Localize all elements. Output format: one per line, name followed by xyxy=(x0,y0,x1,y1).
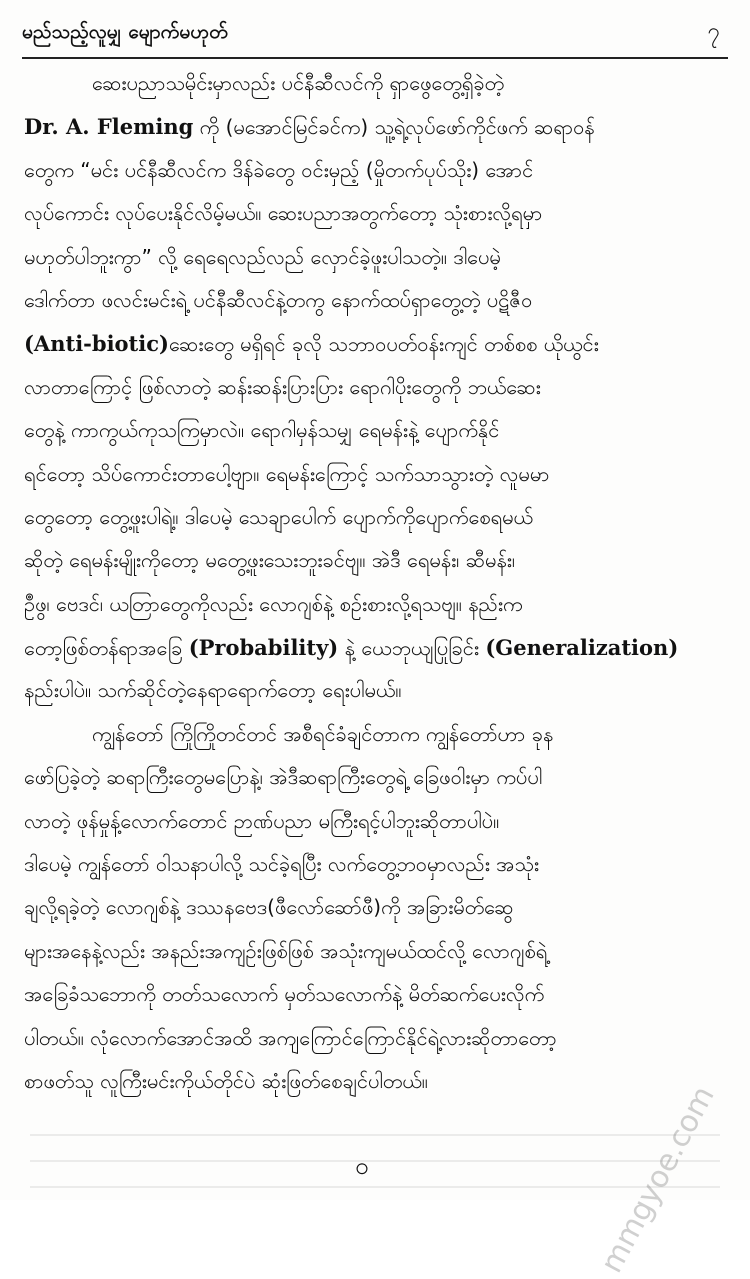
text-line xyxy=(24,1017,730,1060)
text-run: ဥဳဖွ၊ ဗေဒင်၊ ယတြာတွေကိုလည်း လောဂျစ်နဲ့ စဉ်းစားလို့ရသဗျ။ နည်းက xyxy=(24,591,523,616)
text-line xyxy=(24,756,730,799)
text-run: နည်းပါပဲ။ သက်ဆိုင်တဲ့နေရာရောက်တော့ ရေးပါမယ်။ xyxy=(24,678,402,703)
text-run: ဆေးတွေ မရှိရင် ခုလို သဘာဝပတ်ဝန်းကျင် တစ်စစ ယိုယွင်း xyxy=(168,332,599,357)
text-line xyxy=(24,886,730,929)
text-line xyxy=(24,669,730,712)
text-line xyxy=(24,409,730,452)
text-run: ရင်တော့ သိပ်ကောင်းတာပေါ့ဗျာ။ ရေမန်းကြောင့် သက်သာသွားတဲ့ လူမမာ xyxy=(24,461,550,486)
text-line xyxy=(24,496,730,539)
paragraph xyxy=(24,713,730,1104)
text-line xyxy=(24,366,730,409)
emphasized-term: (Probability) xyxy=(188,635,339,661)
text-run: တွေတော့ တွေ့ဖူးပါရဲ့။ ဒါပေမဲ့ သေချာပေါက် ပျောက်ကိုပျောက်စေရမယ် xyxy=(24,504,533,529)
emphasized-term: Dr. A. Fleming xyxy=(24,114,194,140)
text-run: ဆေးပညာသမိုင်းမှာလည်း ပင်နီဆီလင်ကို ရှာဖွေတွေ့ရှိခဲ့တဲ့ xyxy=(92,71,505,95)
watermark: mmgyoe.com xyxy=(594,1080,722,1279)
text-run: ဆိုတဲ့ ရေမန်းမျိုးကိုတော့ မတွေ့ဖူးသေးဘူးခင်ဗျ။ အဲဒီ ရေမန်း၊ ဆီမန်း၊ xyxy=(24,548,516,573)
text-run: များအနေနဲ့လည်း အနည်းအကျဉ်းဖြစ်ဖြစ် အသုံးကျမယ်ထင်လို့ လောဂျစ်ရဲ့ xyxy=(24,938,548,963)
text-run: ဖော်ပြခဲ့တဲ့ ဆရာကြီးတွေမပြောနဲ့၊ အဲဒီဆရာကြီးတွေရဲ့ ခြေဖဝါးမှာ ကပ်ပါ xyxy=(24,765,543,790)
text-line xyxy=(24,1060,730,1103)
text-run: ဒေါက်တာ ဖလင်းမင်းရဲ့ ပင်နီဆီလင်နဲ့တကွ နောက်ထပ်ရှာတွေ့တဲ့ ပဋိဇီဝ xyxy=(24,287,533,312)
text-line xyxy=(24,843,730,886)
page-header xyxy=(22,14,728,54)
text-run: မဟုတ်ပါဘူးကွာ” လို့ ရေရေလည်လည် လှောင်ခဲ့ဖူးပါသတဲ့။ ဒါပေမဲ့ xyxy=(24,244,501,269)
text-line xyxy=(24,626,730,669)
text-run: စာဖတ်သူ လူကြီးမင်းကိုယ်တိုင်ပဲ ဆုံးဖြတ်စေချင်ပါတယ်။ xyxy=(24,1068,428,1093)
text-line xyxy=(24,62,730,105)
text-line xyxy=(24,236,730,279)
text-run: တွေက “မင်း ပင်နီဆီလင်က ဒိန်ခဲတွေ ဝင်းမှည့် (မှိုတက်ပုပ်သိုး) အောင် xyxy=(24,157,534,182)
text-line xyxy=(24,713,730,756)
running-title: မည်သည့်လူမျှ မျောက်မဟုတ် xyxy=(22,21,228,43)
footer-page-number: ၀ xyxy=(355,1152,369,1180)
header-page-number: ၇ xyxy=(707,19,720,44)
text-run: နဲ့ ယေဘုယျပြုခြင်း xyxy=(338,636,486,661)
emphasized-term: (Anti-biotic) xyxy=(24,331,169,357)
text-run: တွေနဲ့ ကာကွယ်ကုသကြမှာလဲ။ ရောဂါမှန်သမျှ ရေမန်းနဲ့ ပျောက်နိုင် xyxy=(24,418,500,443)
text-line xyxy=(24,322,730,365)
text-line xyxy=(24,192,730,235)
text-line xyxy=(24,800,730,843)
text-run: လုပ်ကောင်း လုပ်ပေးနိုင်လိမ့်မယ်။ ဆေးပညာအတွက်တော့ သုံးစားလို့ရမှာ xyxy=(24,201,543,226)
text-run: ကို (မအောင်မြင်ခင်က) သူ့ရဲ့လုပ်ဖော်ကိုင်ဖက် ဆရာဝန် xyxy=(193,115,595,140)
emphasized-term: (Generalization) xyxy=(485,635,679,661)
text-run: လာတာကြောင့် ဖြစ်လာတဲ့ ဆန်းဆန်းပြားပြား ရောဂါပိုးတွေကို ဘယ်ဆေး xyxy=(24,374,541,399)
header-divider xyxy=(22,57,728,59)
text-line xyxy=(24,973,730,1016)
text-line xyxy=(24,453,730,496)
text-run: ချလို့ရခဲ့တဲ့ လောဂျစ်နဲ့ ဒဿနဗေဒ(ဖီလော်ဆော်ဖီ)ကို အခြားမိတ်ဆွေ xyxy=(24,895,514,920)
text-line xyxy=(24,539,730,582)
text-line xyxy=(24,279,730,322)
page-body xyxy=(24,62,730,1103)
text-line xyxy=(24,583,730,626)
text-run: အခြေခံသဘောကို တတ်သလောက် မှတ်သလောက်နဲ့ မိတ်ဆက်ပေးလိုက် xyxy=(24,982,545,1007)
paragraph xyxy=(24,62,730,713)
bleed-through-text xyxy=(30,1128,720,1188)
text-run: လာတဲ့ ဖုန်မှုန့်လောက်တောင် ဉာဏ်ပညာ မကြီးရင့်ပါဘူးဆိုတာပါပဲ။ xyxy=(24,808,500,833)
text-run: ဒါပေမဲ့ ကျွန်တော် ဝါသနာပါလို့ သင်ခဲ့ရပြီး လက်တွေ့ဘဝမှာလည်း အသုံး xyxy=(24,852,539,877)
text-run: ပါတယ်။ လုံလောက်အောင်အထိ အကျကြောင်ကြောင်နိုင်ရဲ့လားဆိုတာတော့ xyxy=(24,1025,557,1050)
text-run: တော့ဖြစ်တန်ရာအခြေ xyxy=(24,636,189,661)
text-line xyxy=(24,105,730,148)
text-line xyxy=(24,149,730,192)
text-line xyxy=(24,930,730,973)
text-run: ကျွန်တော် ကြိုကြိုတင်တင် အစီရင်ခံချင်တာက ကျွန်တော်ဟာ ခုန xyxy=(92,721,554,746)
